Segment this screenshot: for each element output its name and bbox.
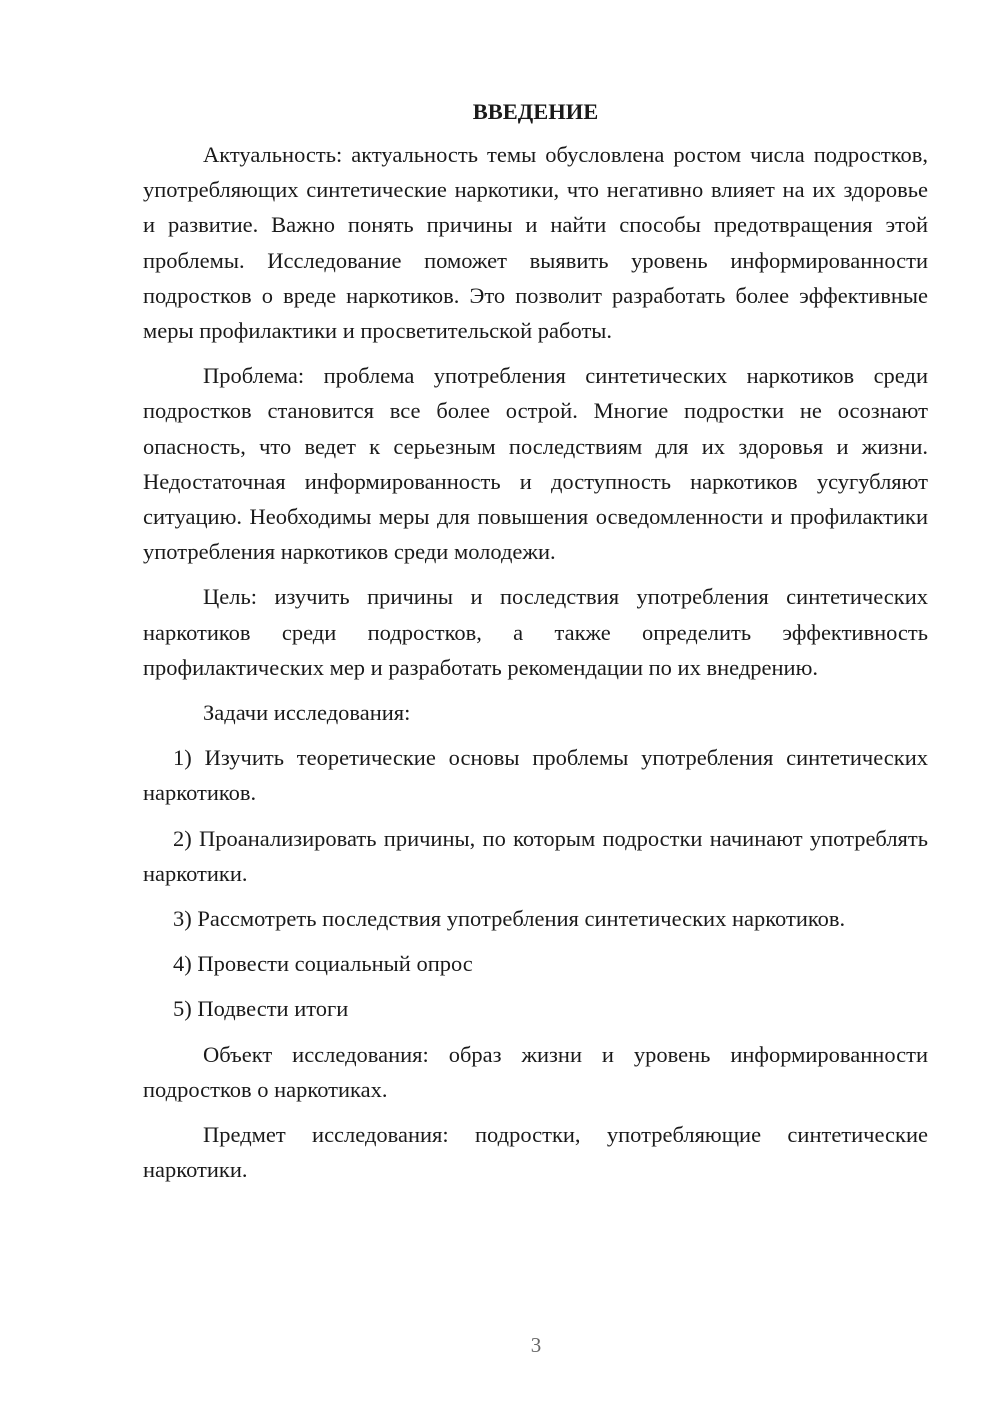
object-paragraph: Объект исследования: образ жизни и уровень информированности подростков о наркотиках.	[143, 1041, 928, 1102]
tasks-title: Задачи исследования:	[203, 700, 411, 726]
task-item-4: 4) Провести социальный опрос	[173, 951, 473, 977]
problem-paragraph: Проблема: проблема употребления синтетических наркотиков среди подростков становится все более острой. Многие подростки не осознают опасность, что ведет к серьезным последствиям для их здоровья и жизни. Недостаточная информированность и доступность наркотиков усугубляют ситуацию. Необходимы меры для повышения осведомленности и профилактики употребления наркотиков среди молодежи.	[143, 363, 928, 565]
task-item-2: 2) Проанализировать причины, по которым подростки начинают употреблять наркотики.	[143, 825, 928, 886]
relevance-paragraph: Актуальность: актуальность темы обусловлена ростом числа подростков, употребляющих синтетические наркотики, что негативно влияет на их здоровье и развитие. Важно понять причины и найти способы предотвращения этой проблемы. Исследование поможет выявить уровень информированности подростков о вреде наркотиков. Это позволит разработать более эффективные меры профилактики и просветительской работы.	[143, 142, 928, 344]
task-item-1: 1) Изучить теоретические основы проблемы употребления синтетических наркотиков.	[143, 745, 928, 806]
task-item-5: 5) Подвести итоги	[173, 996, 349, 1022]
task-item-3: 3) Рассмотреть последствия употребления синтетических наркотиков.	[173, 906, 846, 932]
subject-paragraph: Предмет исследования: подростки, употребляющие синтетические наркотики.	[143, 1122, 928, 1183]
goal-paragraph: Цель: изучить причины и последствия употребления синтетических наркотиков среди подростков, а также определить эффективность профилактических мер и разработать рекомендации по их внедрению.	[143, 584, 928, 680]
page-title: ВВЕДЕНИЕ	[472, 99, 599, 124]
page-number: 3	[530, 1333, 542, 1357]
document-body	[143, 94, 928, 1197]
